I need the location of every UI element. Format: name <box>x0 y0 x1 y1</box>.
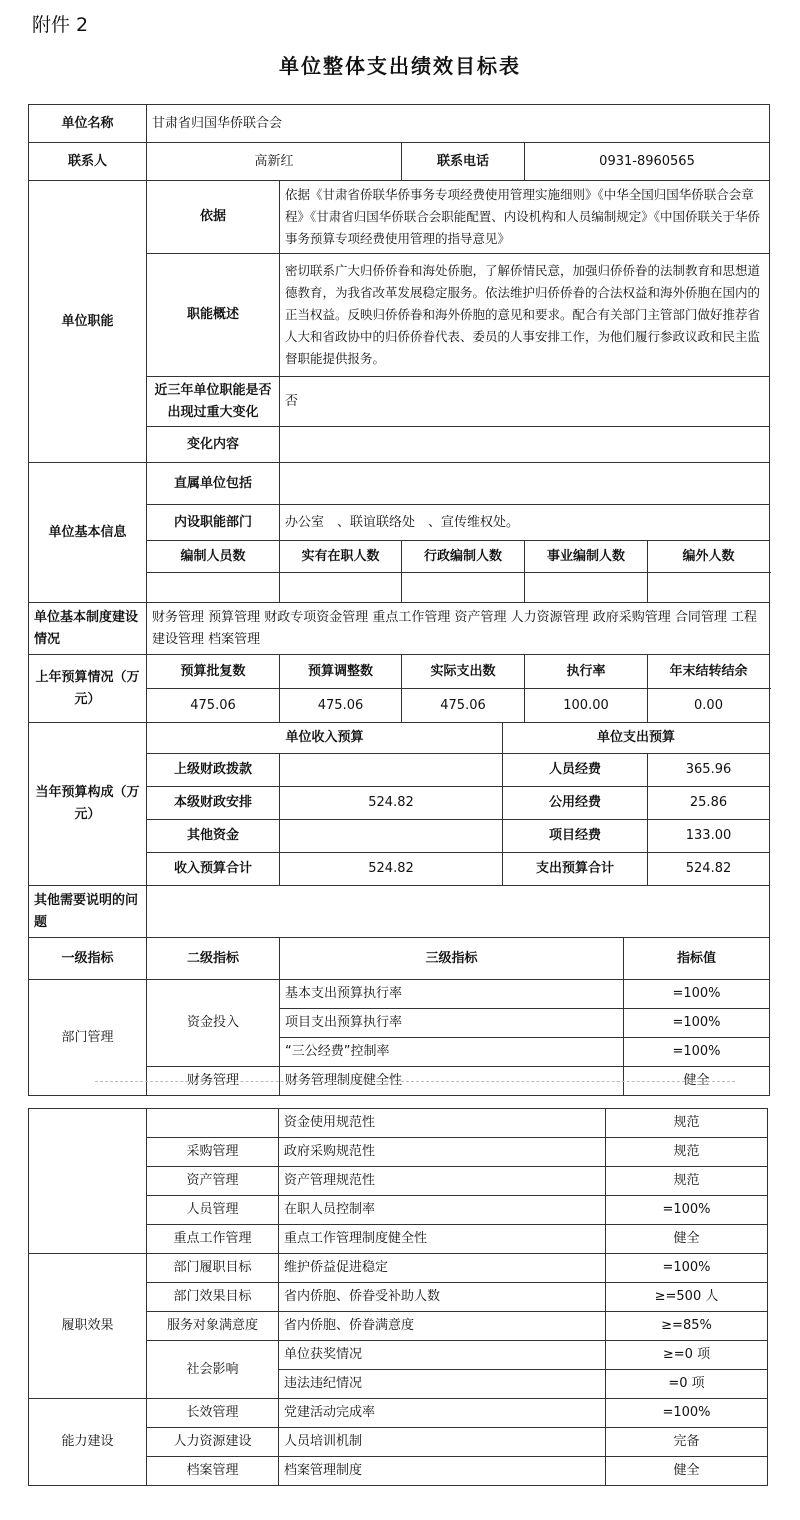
third-level-indicator: 单位获奖情况 <box>279 1341 606 1370</box>
second-level-fund-input: 资金投入 <box>147 980 280 1067</box>
indicator-value: =100% <box>624 980 770 1009</box>
basic-info-label: 单位基本信息 <box>29 463 147 603</box>
departments-value: 办公室 、联谊联络处 、宣传维权处。 <box>280 505 770 541</box>
second-level-social-impact: 社会影响 <box>147 1341 279 1399</box>
second-level-indicator: 人力资源建设 <box>147 1428 279 1457</box>
income-value: 524.82 <box>280 853 503 886</box>
change-question-label: 近三年单位职能是否出现过重大变化 <box>147 377 280 427</box>
staff-header: 实有在职人数 <box>280 541 402 573</box>
indicator-header: 一级指标 <box>29 938 147 980</box>
staff-value <box>648 573 770 603</box>
second-level-indicator: 人员管理 <box>147 1196 279 1225</box>
second-level-indicator: 部门效果目标 <box>147 1283 279 1312</box>
performance-target-table <box>28 104 770 1096</box>
indicator-value: 规范 <box>606 1167 768 1196</box>
indicator-value: 健全 <box>606 1457 768 1486</box>
third-level-indicator: 违法违纪情况 <box>279 1370 606 1399</box>
indicator-value: 健全 <box>606 1225 768 1254</box>
third-level-indicator: 人员培训机制 <box>279 1428 606 1457</box>
page-title: 单位整体支出绩效目标表 <box>279 54 521 78</box>
indicator-header: 二级指标 <box>147 938 280 980</box>
change-content-value <box>280 427 770 463</box>
staff-value <box>280 573 402 603</box>
overview-label: 职能概述 <box>147 254 280 377</box>
third-level-indicator: 档案管理制度 <box>279 1457 606 1486</box>
last-year-value: 475.06 <box>147 689 280 723</box>
contact-label: 联系人 <box>29 143 147 181</box>
contact-value: 高新红 <box>147 143 402 181</box>
phone-label: 联系电话 <box>402 143 525 181</box>
staff-value <box>525 573 648 603</box>
change-content-label: 变化内容 <box>147 427 280 463</box>
third-level-indicator: 财务管理制度健全性 <box>280 1067 624 1096</box>
expense-value: 133.00 <box>648 820 770 853</box>
income-label: 其他资金 <box>147 820 280 853</box>
income-label: 收入预算合计 <box>147 853 280 886</box>
last-year-header: 预算批复数 <box>147 655 280 689</box>
staff-header: 事业编制人数 <box>525 541 648 573</box>
performance-target-table-continued <box>28 1108 768 1486</box>
third-level-indicator: 省内侨胞、侨眷满意度 <box>279 1312 606 1341</box>
indicator-value: =100% <box>624 1009 770 1038</box>
third-level-indicator: 党建活动完成率 <box>279 1399 606 1428</box>
last-year-header: 执行率 <box>525 655 648 689</box>
income-value: 524.82 <box>280 787 503 820</box>
annex-label: 附件 2 <box>32 14 89 36</box>
expense-label: 项目经费 <box>503 820 648 853</box>
unit-name-value: 甘肃省归国华侨联合会 <box>147 105 770 143</box>
second-level-indicator: 服务对象满意度 <box>147 1312 279 1341</box>
basis-text: 依据《甘肃省侨联华侨事务专项经费使用管理实施细则》《中华全国归国华侨联合会章程》《甘肃省归国华侨联合会职能配置、内设机构和人员编制规定》《中国侨联关于华侨事务预算专项经费使用管理的指导意见》 <box>280 181 770 254</box>
third-level-indicator: 项目支出预算执行率 <box>280 1009 624 1038</box>
indicator-value: =0 项 <box>606 1370 768 1399</box>
overview-text: 密切联系广大归侨侨眷和海处侨胞，了解侨情民意，加强归侨侨眷的法制教育和思想道德教育，为我省改革发展稳定服务。依法维护归侨侨眷的合法权益和海外侨胞在国内的正当权益。反映归侨侨眷和海外侨胞的意见和要求。配合有关部门主管部门做好推荐省人大和省政协中的归侨侨眷代表、委员的人事安排工作，为他们履行参政议政和民主监督职能提供报务。 <box>280 254 770 377</box>
income-value <box>280 820 503 853</box>
other-notes-value <box>147 886 770 938</box>
indicator-value: 规范 <box>606 1109 768 1138</box>
other-notes-label: 其他需要说明的问题 <box>29 886 147 938</box>
last-year-value: 100.00 <box>525 689 648 723</box>
indicator-header: 三级指标 <box>280 938 624 980</box>
second-level-indicator: 档案管理 <box>147 1457 279 1486</box>
systems-text: 财务管理 预算管理 财政专项资金管理 重点工作管理 资产管理 人力资源管理 政府采购管理 合同管理 工程建设管理 档案管理 <box>147 603 770 655</box>
third-level-indicator: 重点工作管理制度健全性 <box>279 1225 606 1254</box>
staff-value <box>402 573 525 603</box>
third-level-indicator: “三公经费”控制率 <box>280 1038 624 1067</box>
expense-label: 公用经费 <box>503 787 648 820</box>
income-label: 本级财政安排 <box>147 787 280 820</box>
unit-name-label: 单位名称 <box>29 105 147 143</box>
indicator-value: 完备 <box>606 1428 768 1457</box>
indicator-value: 健全 <box>624 1067 770 1096</box>
second-level-indicator: 重点工作管理 <box>147 1225 279 1254</box>
departments-label: 内设职能部门 <box>147 505 280 541</box>
third-level-indicator: 维护侨益促进稳定 <box>279 1254 606 1283</box>
last-year-label: 上年预算情况（万元） <box>29 655 147 723</box>
basis-label: 依据 <box>147 181 280 254</box>
expense-value: 365.96 <box>648 754 770 787</box>
expense-label: 人员经费 <box>503 754 648 787</box>
indicator-header: 指标值 <box>624 938 770 980</box>
indicator-value: =100% <box>606 1399 768 1428</box>
phone-value: 0931-8960565 <box>525 143 770 181</box>
second-level-finance-mgmt: 财务管理 <box>147 1067 280 1096</box>
third-level-indicator: 资产管理规范性 <box>279 1167 606 1196</box>
expense-value: 524.82 <box>648 853 770 886</box>
third-level-indicator: 省内侨胞、侨眷受补助人数 <box>279 1283 606 1312</box>
first-level-performance: 履职效果 <box>29 1254 147 1399</box>
indicator-value: 规范 <box>606 1138 768 1167</box>
staff-header: 编制人员数 <box>147 541 280 573</box>
second-level-indicator: 长效管理 <box>147 1399 279 1428</box>
change-question-value: 否 <box>280 377 770 427</box>
income-label: 上级财政拨款 <box>147 754 280 787</box>
current-budget-label: 当年预算构成（万元） <box>29 723 147 886</box>
third-level-indicator: 资金使用规范性 <box>279 1109 606 1138</box>
second-level-finance-mgmt-cont <box>147 1109 279 1138</box>
last-year-header: 实际支出数 <box>402 655 525 689</box>
subunits-label: 直属单位包括 <box>147 463 280 505</box>
third-level-indicator: 在职人员控制率 <box>279 1196 606 1225</box>
expense-value: 25.86 <box>648 787 770 820</box>
page-break-divider <box>95 1081 735 1082</box>
third-level-indicator: 基本支出预算执行率 <box>280 980 624 1009</box>
last-year-header: 预算调整数 <box>280 655 402 689</box>
income-header: 单位收入预算 <box>147 723 503 754</box>
second-level-indicator: 部门履职目标 <box>147 1254 279 1283</box>
expense-header: 单位支出预算 <box>503 723 770 754</box>
last-year-value: 475.06 <box>280 689 402 723</box>
staff-value <box>147 573 280 603</box>
systems-label: 单位基本制度建设情况 <box>29 603 147 655</box>
income-value <box>280 754 503 787</box>
last-year-value: 475.06 <box>402 689 525 723</box>
last-year-header: 年末结转结余 <box>648 655 770 689</box>
third-level-indicator: 政府采购规范性 <box>279 1138 606 1167</box>
subunits-value <box>280 463 770 505</box>
second-level-indicator: 资产管理 <box>147 1167 279 1196</box>
first-level-dept-mgmt: 部门管理 <box>29 980 147 1096</box>
indicator-value: ≥=500 人 <box>606 1283 768 1312</box>
duties-label: 单位职能 <box>29 181 147 463</box>
indicator-value: ≥=85% <box>606 1312 768 1341</box>
first-level-capacity: 能力建设 <box>29 1399 147 1486</box>
second-level-indicator: 采购管理 <box>147 1138 279 1167</box>
indicator-value: =100% <box>624 1038 770 1067</box>
indicator-value: =100% <box>606 1196 768 1225</box>
staff-header: 编外人数 <box>648 541 770 573</box>
first-level-dept-mgmt-cont <box>29 1109 147 1254</box>
last-year-value: 0.00 <box>648 689 770 723</box>
indicator-value: =100% <box>606 1254 768 1283</box>
staff-header: 行政编制人数 <box>402 541 525 573</box>
indicator-value: ≥=0 项 <box>606 1341 768 1370</box>
expense-label: 支出预算合计 <box>503 853 648 886</box>
